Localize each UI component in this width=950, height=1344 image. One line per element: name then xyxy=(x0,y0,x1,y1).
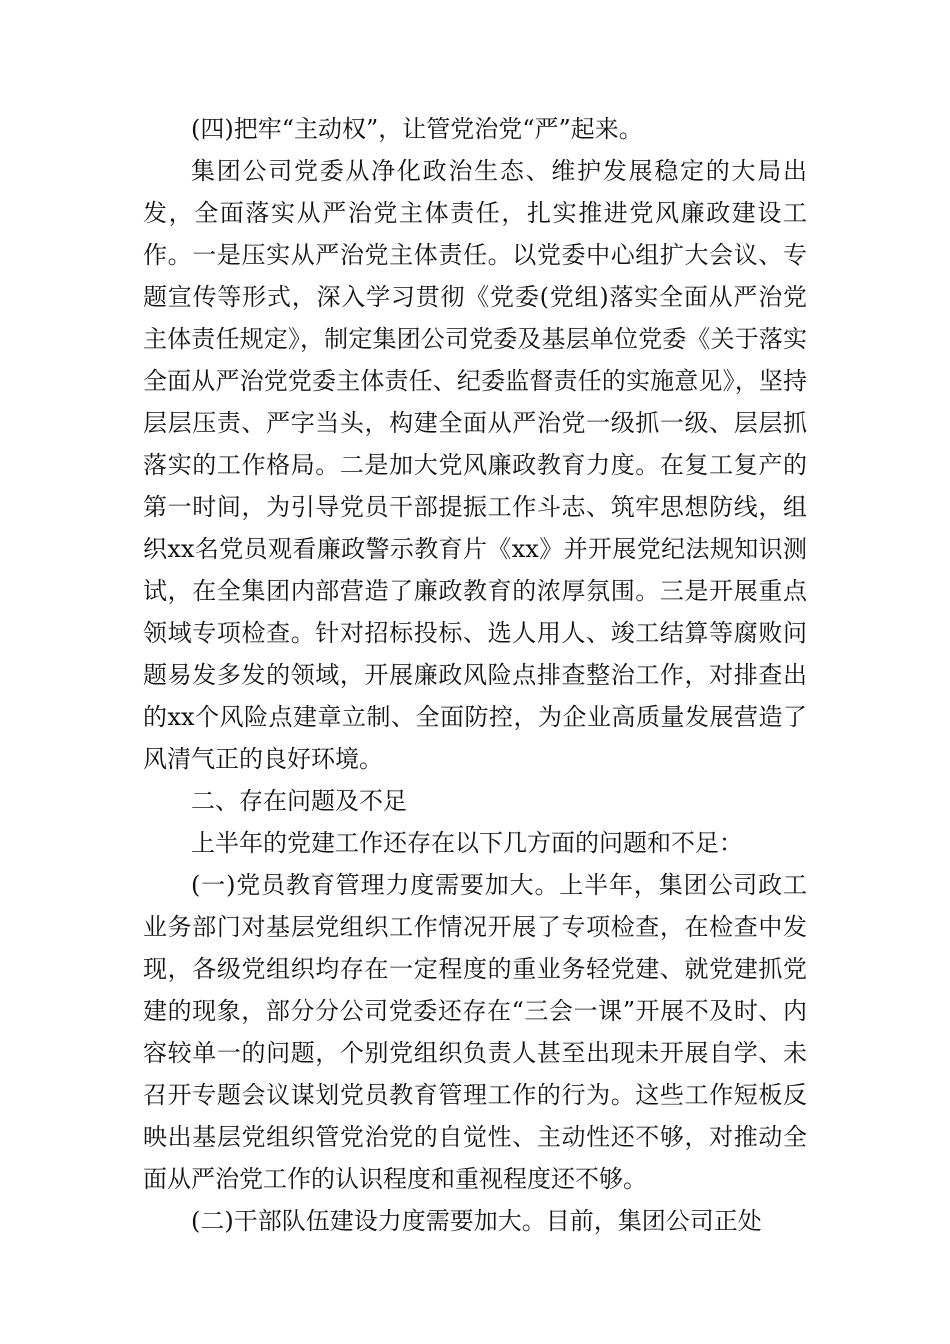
paragraph-section-four-heading: (四)把牢“主动权”，让管党治党“严”起来。 xyxy=(191,115,643,143)
paragraph-problems-intro: 上半年的党建工作还存在以下几方面的问题和不足： xyxy=(191,829,743,857)
paragraph-problem-two: (二)干部队伍建设力度需要加大。目前，集团公司正处 xyxy=(191,1207,762,1235)
paragraph-discipline-work: 集团公司党委从净化政治生态、维护发展稳定的大局出发，全面落实从严治党主体责任，扎实推进党风廉政建设工作。一是压实从严治党主体责任。以党委中心组扩大会议、专题宣传等形式，深入学习贯彻《党委(党组)落实全面从严治党主体责任规定》，制定集团公司党委及基层单位党委《关于落实全面从严治党党委主体责任、纪委监督责任的实施意见》，坚持层层压责、严字当头，构建全面从严治党一级抓一级、层层抓落实的工作格局。二是加大党风廉政教育力度。在复工复产的第一时间，为引导党员干部提振工作斗志、筑牢思想防线，组织xx名党员观看廉政警示教育片《xx》并开展党纪法规知识测试，在全集团内部营造了廉政教育的浓厚氛围。三是开展重点领域专项检查。针对招标投标、选人用人、竣工结算等腐败问题易发多发的领域，开展廉政风险点排查整治工作，对排查出的xx个风险点建章立制、全面防控，为企业高质量发展营造了风清气正的良好环境。 xyxy=(143,157,807,773)
document-page xyxy=(143,108,807,1242)
paragraph-problem-one: (一)党员教育管理力度需要加大。上半年，集团公司政工业务部门对基层党组织工作情况开展了专项检查，在检查中发现，各级党组织均存在一定程度的重业务轻党建、就党建抓党建的现象，部分分公司党委还存在“三会一课”开展不及时、内容较单一的问题，个别党组织负责人甚至出现未开展自学、未召开专题会议谋划党员教育管理工作的行为。这些工作短板反映出基层党组织管党治党的自觉性、主动性还不够，对推动全面从严治党工作的认识程度和重视程度还不够。 xyxy=(143,871,807,1193)
paragraph-section-two-heading: 二、存在问题及不足 xyxy=(191,787,407,815)
